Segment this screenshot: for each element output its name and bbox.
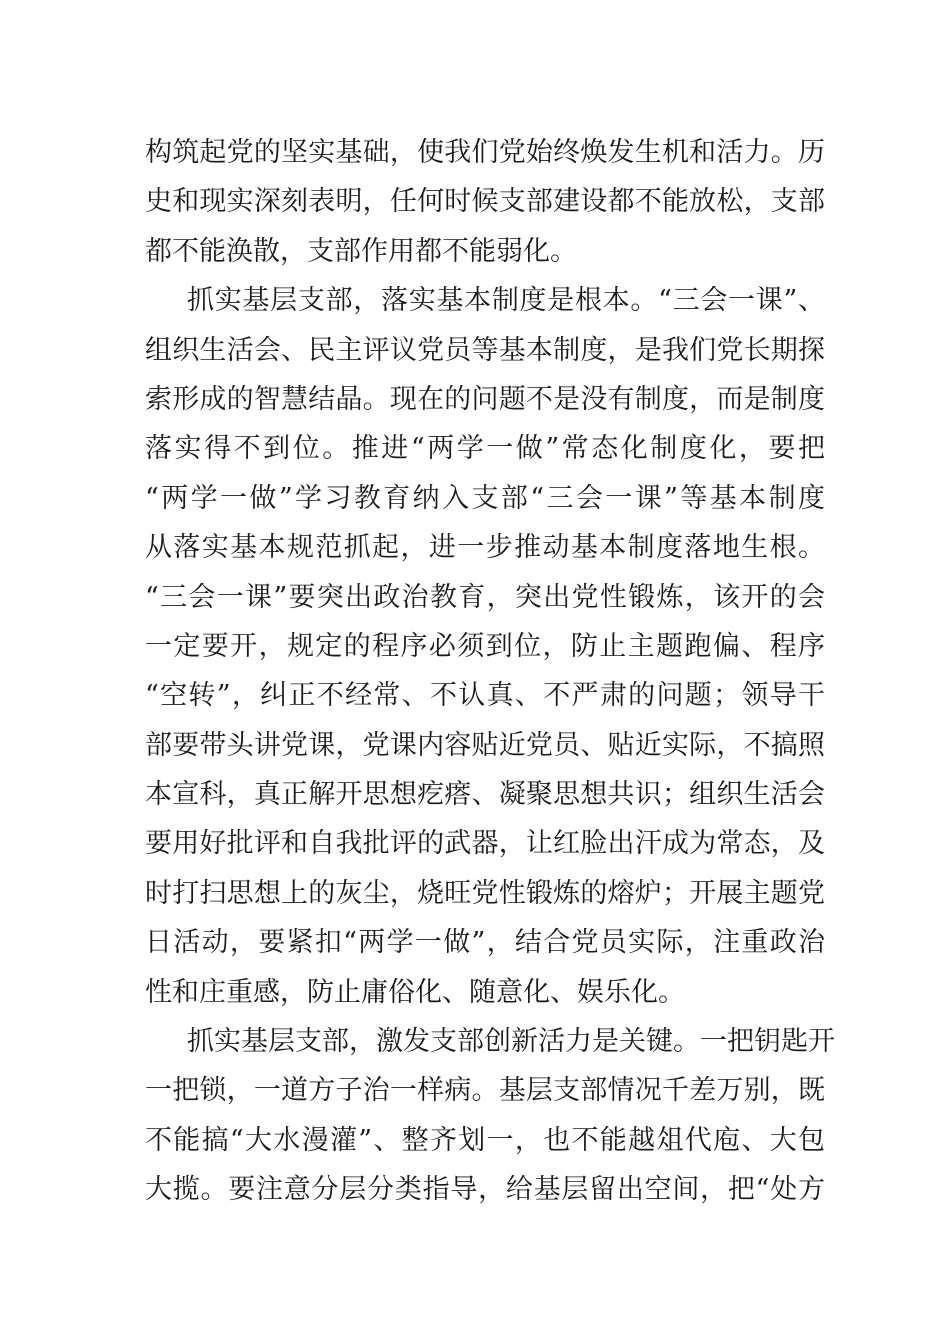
text-line: 落实得不到位。推进“两学一做”常态化制度化，要把 [145, 433, 825, 465]
text-line: 要用好批评和自我批评的武器，让红脸出汗成为常态，及 [145, 828, 825, 860]
text-line: 抓实基层支部，激发支部创新活力是关键。一把钥匙开 [187, 1026, 835, 1058]
text-line: 时打扫思想上的灰尘，烧旺党性锻炼的熔炉；开展主题党 [145, 877, 825, 909]
body-text [145, 128, 835, 1215]
text-line: 构筑起党的坚实基础，使我们党始终焕发生机和活力。历 [145, 137, 825, 168]
text-line: 本宣科，真正解开思想疙瘩、凝聚思想共识；组织生活会 [145, 779, 825, 811]
text-line: 抓实基层支部，落实基本制度是根本。“三会一课”、 [187, 285, 825, 317]
text-line: 一定要开，规定的程序必须到位，防止主题跑偏、程序 [145, 630, 825, 662]
text-line: 大揽。要注意分层分类指导，给基层留出空间，把“处方 [145, 1174, 825, 1206]
text-line: 部要带头讲党课，党课内容贴近党员、贴近实际，不搞照 [145, 729, 825, 761]
text-line: 组织生活会、民主评议党员等基本制度，是我们党长期探 [145, 334, 825, 366]
text-line: 都不能涣散，支部作用都不能弱化。 [145, 235, 577, 267]
text-line: “三会一课”要突出政治教育，突出党性锻炼，该开的会 [145, 581, 825, 613]
text-line: “空转”，纠正不经常、不认真、不严肃的问题；领导干 [145, 680, 825, 712]
text-line: 索形成的智慧结晶。现在的问题不是没有制度，而是制度 [145, 383, 825, 415]
text-line: 一把锁，一道方子治一样病。基层支部情况千差万别，既 [145, 1075, 825, 1107]
text-line: 性和庄重感，防止庸俗化、随意化、娱乐化。 [145, 976, 685, 1008]
text-line: “两学一做”学习教育纳入支部“三会一课”等基本制度 [145, 482, 825, 514]
text-line: 日活动，要紧扣“两学一做”，结合党员实际，注重政治 [145, 927, 825, 959]
text-line: 从落实基本规范抓起，进一步推动基本制度落地生根。 [145, 532, 825, 564]
text-line: 不能搞“大水漫灌”、整齐划一，也不能越俎代庖、大包 [145, 1124, 825, 1156]
text-line: 史和现实深刻表明，任何时候支部建设都不能放松，支部 [145, 186, 825, 218]
